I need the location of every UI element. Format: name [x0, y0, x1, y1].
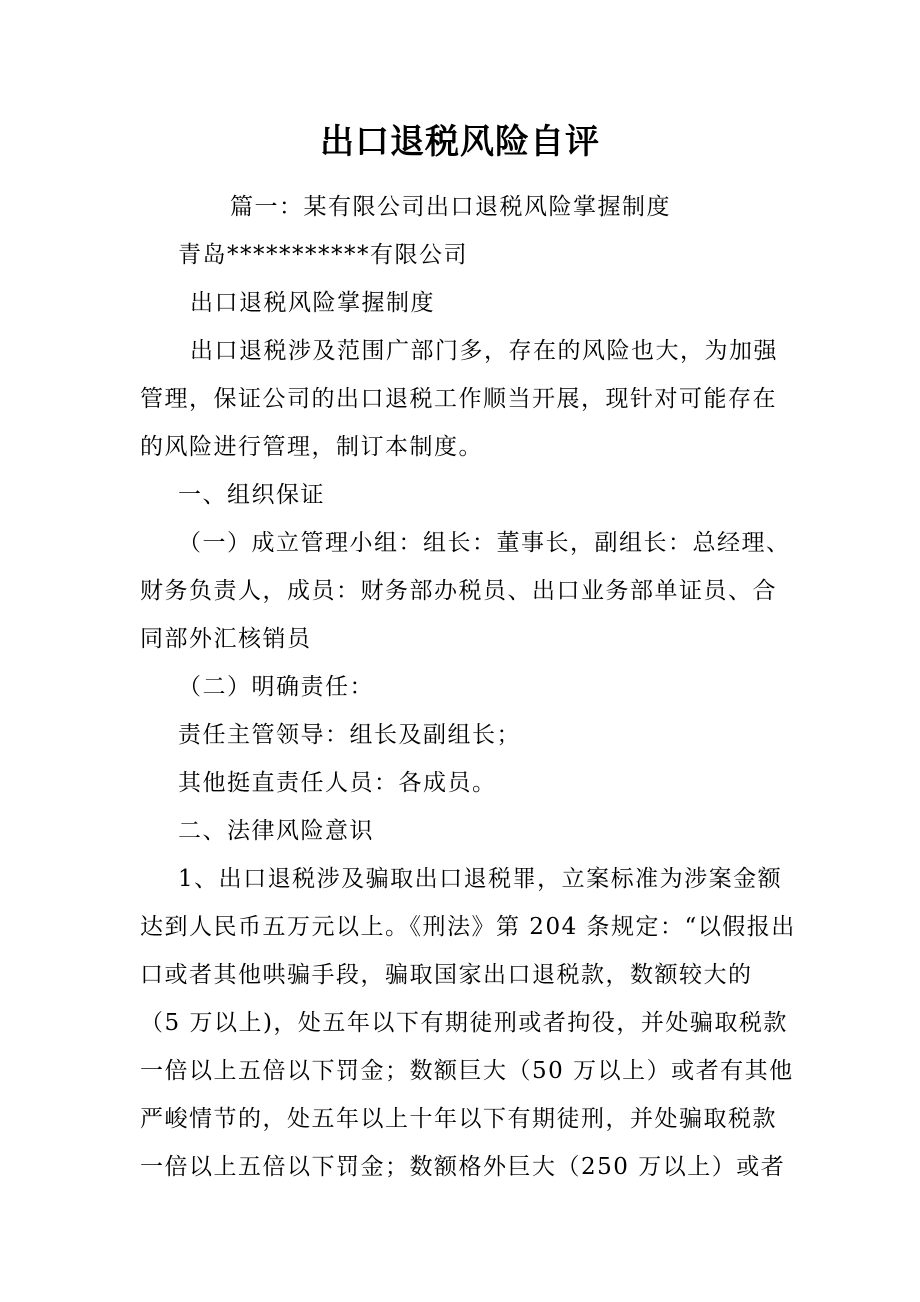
section2-item1-line: 一倍以上五倍以下罚金；数额巨大（50 万以上）或者有其他: [140, 1058, 794, 1084]
section1-item1-line: 同部外汇核销员: [140, 626, 312, 652]
section2-item1-line: 达到人民币五万元以上。《刑法》第 204 条规定：“以假报出: [140, 914, 796, 940]
section1-item1-line: 财务负责人，成员：财务部办税员、出口业务部单证员、合: [140, 578, 777, 604]
section-heading: 二、法律风险意识: [178, 818, 374, 844]
responsibility-line: 责任主管领导：组长及副组长；: [178, 722, 521, 748]
page-title: 出口退税风险自评: [320, 122, 600, 162]
subtitle: 篇一：某有限公司出口退税风险掌握制度: [230, 194, 671, 220]
section2-item1-line: 一倍以上五倍以下罚金；数额格外巨大（250 万以上）或者: [140, 1154, 786, 1180]
section2-item1-line: 严峻情节的，处五年以上十年以下有期徒刑，并处骗取税款: [140, 1106, 777, 1132]
document-name: 出口退税风险掌握制度: [190, 290, 435, 316]
section2-item1-line: 口或者其他哄骗手段，骗取国家出口退税款，数额较大的: [140, 962, 753, 988]
intro-line: 出口退税涉及范围广部门多，存在的风险也大，为加强: [190, 338, 778, 364]
responsibility-line: 其他挺直责任人员：各成员。: [178, 770, 497, 796]
section2-item1-line: （5 万以上)，处五年以下有期徒刑或者拘役，并处骗取税款: [140, 1010, 788, 1036]
section1-item2: （二）明确责任：: [178, 674, 374, 700]
intro-line: 管理，保证公司的出口退税工作顺当开展，现针对可能存在: [140, 386, 777, 412]
section2-item1-line: 1、出口退税涉及骗取出口退税罪，立案标准为涉案金额: [178, 866, 783, 892]
intro-line: 的风险进行管理，制订本制度。: [140, 434, 483, 460]
section1-item1-line: （一）成立管理小组：组长：董事长，副组长：总经理、: [178, 530, 791, 556]
company-name: 青岛***********有限公司: [178, 242, 468, 268]
section-heading: 一、组织保证: [178, 482, 325, 508]
